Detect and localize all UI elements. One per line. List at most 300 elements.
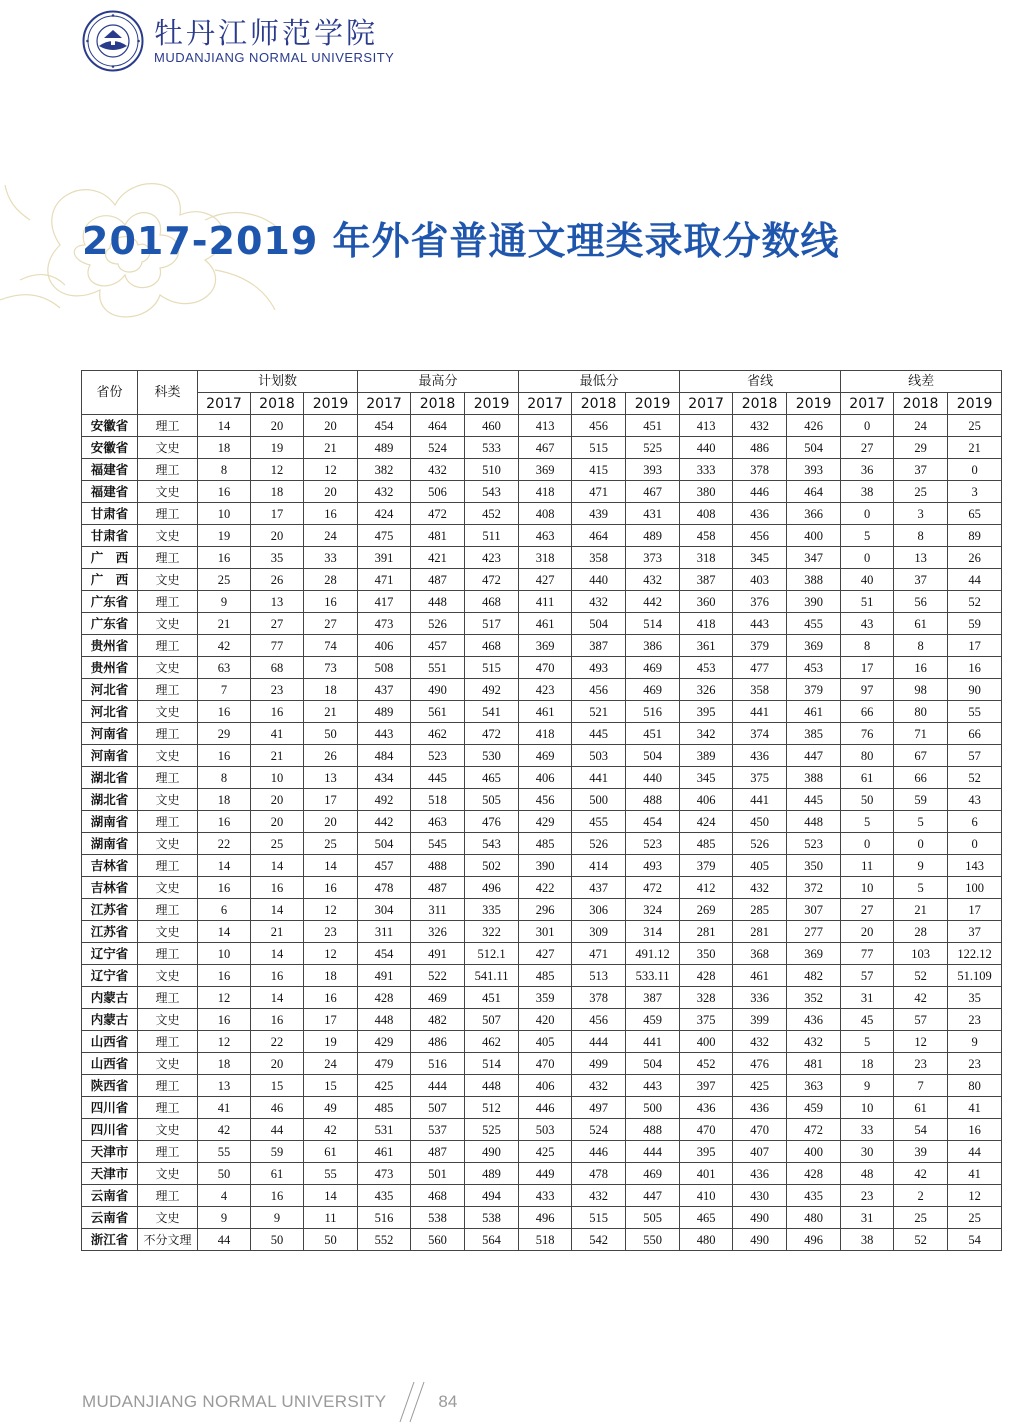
- score-cell: 451: [465, 987, 519, 1009]
- score-cell: 485: [519, 833, 572, 855]
- school-name-en: MUDANJIANG NORMAL UNIVERSITY: [154, 50, 395, 65]
- score-cell: 57: [841, 965, 894, 987]
- score-cell: 41: [948, 1163, 1002, 1185]
- province-cell: 江苏省: [82, 899, 138, 921]
- score-cell: 335: [465, 899, 519, 921]
- score-cell: 29: [198, 723, 251, 745]
- score-cell: 515: [572, 437, 626, 459]
- score-cell: 496: [519, 1207, 572, 1229]
- score-cell: 538: [465, 1207, 519, 1229]
- score-cell: 352: [787, 987, 841, 1009]
- score-cell: 44: [948, 569, 1002, 591]
- table-row: [82, 723, 1002, 745]
- score-cell: 43: [841, 613, 894, 635]
- province-cell: 广东省: [82, 613, 138, 635]
- page-title: 2017-2019 年外省普通文理类录取分数线: [82, 219, 840, 263]
- score-cell: 472: [626, 877, 680, 899]
- score-cell: 508: [358, 657, 411, 679]
- score-cell: 8: [894, 525, 948, 547]
- score-cell: 28: [894, 921, 948, 943]
- subject-cell: 文史: [138, 481, 198, 503]
- score-cell: 469: [626, 679, 680, 701]
- header-group: 最高分: [358, 371, 519, 393]
- score-cell: 432: [358, 481, 411, 503]
- score-cell: 403: [733, 569, 787, 591]
- score-cell: 57: [948, 745, 1002, 767]
- score-cell: 445: [411, 767, 465, 789]
- score-cell: 14: [198, 415, 251, 437]
- province-cell: 河北省: [82, 701, 138, 723]
- score-cell: 393: [626, 459, 680, 481]
- header-year: 2019: [787, 393, 841, 415]
- table-row: [82, 745, 1002, 767]
- score-cell: 465: [465, 767, 519, 789]
- score-cell: 9: [894, 855, 948, 877]
- subject-cell: 理工: [138, 811, 198, 833]
- score-cell: 322: [465, 921, 519, 943]
- score-cell: 366: [787, 503, 841, 525]
- score-cell: 500: [572, 789, 626, 811]
- score-cell: 456: [572, 1009, 626, 1031]
- score-cell: 54: [948, 1229, 1002, 1251]
- score-cell: 8: [198, 459, 251, 481]
- score-cell: 0: [948, 459, 1002, 481]
- score-cell: 470: [519, 1053, 572, 1075]
- score-cell: 434: [358, 767, 411, 789]
- score-cell: 379: [787, 679, 841, 701]
- score-cell: 347: [787, 547, 841, 569]
- score-cell: 8: [841, 635, 894, 657]
- score-cell: 342: [680, 723, 733, 745]
- score-cell: 42: [894, 987, 948, 1009]
- score-cell: 301: [519, 921, 572, 943]
- score-cell: 63: [198, 657, 251, 679]
- score-cell: 98: [894, 679, 948, 701]
- score-cell: 269: [680, 899, 733, 921]
- score-cell: 16: [198, 745, 251, 767]
- score-cell: 526: [411, 613, 465, 635]
- score-cell: 458: [680, 525, 733, 547]
- page-number: 84: [438, 1392, 458, 1411]
- subject-cell: 理工: [138, 1141, 198, 1163]
- score-cell: 21: [304, 701, 358, 723]
- table-row: [82, 811, 1002, 833]
- header-year: 2018: [411, 393, 465, 415]
- subject-cell: 文史: [138, 877, 198, 899]
- score-cell: 436: [733, 745, 787, 767]
- table-row: [82, 459, 1002, 481]
- score-cell: 478: [358, 877, 411, 899]
- table-row: [82, 943, 1002, 965]
- header-year: 2018: [894, 393, 948, 415]
- score-cell: 379: [680, 855, 733, 877]
- score-cell: 436: [733, 1163, 787, 1185]
- score-cell: 541: [465, 701, 519, 723]
- score-cell: 452: [680, 1053, 733, 1075]
- score-cell: 378: [733, 459, 787, 481]
- score-cell: 412: [680, 877, 733, 899]
- province-cell: 河南省: [82, 723, 138, 745]
- header-group: 最低分: [519, 371, 680, 393]
- score-cell: 460: [465, 415, 519, 437]
- score-cell: 12: [198, 1031, 251, 1053]
- score-cell: 443: [733, 613, 787, 635]
- header-group: 省线: [680, 371, 841, 393]
- score-cell: 345: [733, 547, 787, 569]
- score-cell: 454: [358, 415, 411, 437]
- header-year: 2019: [626, 393, 680, 415]
- score-cell: 23: [304, 921, 358, 943]
- province-cell: 辽宁省: [82, 965, 138, 987]
- score-cell: 358: [733, 679, 787, 701]
- province-cell: 天津市: [82, 1163, 138, 1185]
- score-cell: 533: [465, 437, 519, 459]
- score-cell: 511: [465, 525, 519, 547]
- score-cell: 525: [465, 1119, 519, 1141]
- score-cell: 14: [251, 899, 304, 921]
- score-cell: 56: [894, 591, 948, 613]
- score-cell: 436: [733, 503, 787, 525]
- score-cell: 52: [948, 591, 1002, 613]
- score-cell: 38: [841, 481, 894, 503]
- score-cell: 66: [841, 701, 894, 723]
- score-cell: 5: [894, 877, 948, 899]
- header-row-years: [82, 393, 1002, 415]
- score-cell: 427: [519, 569, 572, 591]
- score-cell: 314: [626, 921, 680, 943]
- province-cell: 陕西省: [82, 1075, 138, 1097]
- score-cell: 411: [519, 591, 572, 613]
- score-cell: 97: [841, 679, 894, 701]
- score-cell: 55: [198, 1141, 251, 1163]
- score-cell: 350: [787, 855, 841, 877]
- subject-cell: 理工: [138, 635, 198, 657]
- score-cell: 66: [948, 723, 1002, 745]
- score-cell: 20: [251, 525, 304, 547]
- score-cell: 21: [894, 899, 948, 921]
- score-cell: 456: [572, 415, 626, 437]
- score-cell: 424: [358, 503, 411, 525]
- score-cell: 393: [787, 459, 841, 481]
- header-year: 2018: [733, 393, 787, 415]
- score-cell: 444: [572, 1031, 626, 1053]
- score-cell: 50: [198, 1163, 251, 1185]
- subject-cell: 理工: [138, 1185, 198, 1207]
- score-cell: 492: [465, 679, 519, 701]
- score-cell: 385: [787, 723, 841, 745]
- score-cell: 27: [251, 613, 304, 635]
- score-cell: 451: [626, 415, 680, 437]
- header-year: 2017: [519, 393, 572, 415]
- score-cell: 561: [411, 701, 465, 723]
- score-cell: 71: [894, 723, 948, 745]
- score-cell: 30: [841, 1141, 894, 1163]
- score-cell: 441: [733, 701, 787, 723]
- score-cell: 459: [787, 1097, 841, 1119]
- score-cell: 369: [787, 943, 841, 965]
- score-cell: 12: [304, 943, 358, 965]
- score-cell: 496: [787, 1229, 841, 1251]
- score-cell: 52: [894, 965, 948, 987]
- score-cell: 311: [411, 899, 465, 921]
- score-cell: 27: [841, 899, 894, 921]
- score-cell: 441: [626, 1031, 680, 1053]
- subject-cell: 文史: [138, 965, 198, 987]
- score-cell: 16: [948, 657, 1002, 679]
- score-cell: 44: [948, 1141, 1002, 1163]
- table-row: [82, 1075, 1002, 1097]
- score-cell: 61: [251, 1163, 304, 1185]
- score-cell: 24: [894, 415, 948, 437]
- score-cell: 450: [733, 811, 787, 833]
- score-cell: 524: [411, 437, 465, 459]
- province-cell: 四川省: [82, 1119, 138, 1141]
- table-row: [82, 679, 1002, 701]
- table-row: [82, 833, 1002, 855]
- score-cell: 73: [304, 657, 358, 679]
- score-cell: 29: [894, 437, 948, 459]
- score-cell: 425: [733, 1075, 787, 1097]
- score-cell: 477: [733, 657, 787, 679]
- score-cell: 389: [680, 745, 733, 767]
- score-cell: 418: [680, 613, 733, 635]
- score-cell: 515: [465, 657, 519, 679]
- score-cell: 445: [787, 789, 841, 811]
- header-subject: 科类: [138, 371, 198, 415]
- score-cell: 9: [198, 1207, 251, 1229]
- province-cell: 广 西: [82, 569, 138, 591]
- score-cell: 20: [251, 1053, 304, 1075]
- score-cell: 497: [572, 1097, 626, 1119]
- subject-cell: 理工: [138, 415, 198, 437]
- score-cell: 65: [948, 503, 1002, 525]
- score-cell: 360: [680, 591, 733, 613]
- score-cell: 23: [948, 1053, 1002, 1075]
- table-row: [82, 437, 1002, 459]
- footer-university: MUDANJIANG NORMAL UNIVERSITY: [82, 1392, 387, 1411]
- score-cell: 531: [358, 1119, 411, 1141]
- score-cell: 418: [519, 723, 572, 745]
- score-cell: 427: [519, 943, 572, 965]
- score-cell: 436: [733, 1097, 787, 1119]
- score-cell: 20: [841, 921, 894, 943]
- score-cell: 493: [572, 657, 626, 679]
- score-cell: 501: [411, 1163, 465, 1185]
- score-cell: 388: [787, 569, 841, 591]
- score-cell: 469: [411, 987, 465, 1009]
- score-cell: 429: [358, 1031, 411, 1053]
- school-name-cn: 牡丹江师范学院: [154, 16, 379, 50]
- score-cell: 482: [411, 1009, 465, 1031]
- table-row: [82, 1097, 1002, 1119]
- score-cell: 10: [198, 943, 251, 965]
- score-cell: 46: [251, 1097, 304, 1119]
- score-cell: 44: [251, 1119, 304, 1141]
- score-cell: 57: [894, 1009, 948, 1031]
- score-cell: 307: [787, 899, 841, 921]
- subject-cell: 文史: [138, 789, 198, 811]
- score-cell: 21: [304, 437, 358, 459]
- score-cell: 456: [733, 525, 787, 547]
- score-cell: 386: [626, 635, 680, 657]
- score-cell: 17: [304, 1009, 358, 1031]
- table-row: [82, 1141, 1002, 1163]
- score-cell: 516: [626, 701, 680, 723]
- score-cell: 16: [198, 547, 251, 569]
- score-cell: 374: [733, 723, 787, 745]
- score-cell: 3: [894, 503, 948, 525]
- score-cell: 35: [251, 547, 304, 569]
- score-cell: 6: [198, 899, 251, 921]
- score-cell: 20: [304, 415, 358, 437]
- score-cell: 16: [198, 701, 251, 723]
- score-cell: 50: [841, 789, 894, 811]
- score-cell: 390: [787, 591, 841, 613]
- score-cell: 336: [733, 987, 787, 1009]
- score-cell: 418: [519, 481, 572, 503]
- score-cell: 447: [787, 745, 841, 767]
- score-cell: 410: [680, 1185, 733, 1207]
- table-row: [82, 503, 1002, 525]
- subject-cell: 文史: [138, 921, 198, 943]
- province-cell: 福建省: [82, 459, 138, 481]
- province-cell: 湖南省: [82, 833, 138, 855]
- score-cell: 437: [358, 679, 411, 701]
- subject-cell: 文史: [138, 1163, 198, 1185]
- score-cell: 27: [304, 613, 358, 635]
- score-cell: 26: [304, 745, 358, 767]
- score-cell: 0: [841, 415, 894, 437]
- score-cell: 487: [411, 569, 465, 591]
- score-cell: 452: [465, 503, 519, 525]
- score-cell: 37: [894, 459, 948, 481]
- subject-cell: 理工: [138, 679, 198, 701]
- score-cell: 405: [733, 855, 787, 877]
- score-cell: 443: [358, 723, 411, 745]
- score-cell: 542: [572, 1229, 626, 1251]
- score-cell: 42: [304, 1119, 358, 1141]
- subject-cell: 文史: [138, 833, 198, 855]
- score-cell: 122.12: [948, 943, 1002, 965]
- province-cell: 福建省: [82, 481, 138, 503]
- score-cell: 406: [519, 1075, 572, 1097]
- table-row: [82, 635, 1002, 657]
- score-cell: 510: [465, 459, 519, 481]
- score-cell: 481: [787, 1053, 841, 1075]
- score-cell: 0: [841, 503, 894, 525]
- score-cell: 369: [787, 635, 841, 657]
- score-cell: 285: [733, 899, 787, 921]
- score-cell: 448: [358, 1009, 411, 1031]
- score-cell: 80: [894, 701, 948, 723]
- score-cell: 59: [251, 1141, 304, 1163]
- score-cell: 9: [251, 1207, 304, 1229]
- subject-cell: 文史: [138, 569, 198, 591]
- score-cell: 430: [733, 1185, 787, 1207]
- score-cell: 407: [733, 1141, 787, 1163]
- table-row: [82, 877, 1002, 899]
- score-cell: 387: [680, 569, 733, 591]
- score-cell: 90: [948, 679, 1002, 701]
- score-cell: 523: [787, 833, 841, 855]
- score-cell: 16: [251, 701, 304, 723]
- score-cell: 461: [733, 965, 787, 987]
- score-cell: 380: [680, 481, 733, 503]
- score-cell: 459: [626, 1009, 680, 1031]
- table-row: [82, 569, 1002, 591]
- score-cell: 435: [787, 1185, 841, 1207]
- score-cell: 480: [787, 1207, 841, 1229]
- score-cell: 23: [894, 1053, 948, 1075]
- score-cell: 514: [465, 1053, 519, 1075]
- score-cell: 516: [411, 1053, 465, 1075]
- admission-scores-table: [81, 370, 1002, 1251]
- score-cell: 9: [948, 1031, 1002, 1053]
- province-cell: 广 西: [82, 547, 138, 569]
- score-cell: 12: [894, 1031, 948, 1053]
- score-cell: 326: [680, 679, 733, 701]
- score-cell: 432: [572, 1075, 626, 1097]
- score-cell: 489: [626, 525, 680, 547]
- score-cell: 2: [894, 1185, 948, 1207]
- score-cell: 23: [948, 1009, 1002, 1031]
- score-cell: 38: [841, 1229, 894, 1251]
- score-cell: 19: [304, 1031, 358, 1053]
- score-cell: 296: [519, 899, 572, 921]
- score-cell: 440: [572, 569, 626, 591]
- header-year: 2017: [358, 393, 411, 415]
- score-cell: 543: [465, 833, 519, 855]
- score-cell: 9: [841, 1075, 894, 1097]
- score-cell: 7: [198, 679, 251, 701]
- score-cell: 36: [841, 459, 894, 481]
- table-row: [82, 657, 1002, 679]
- score-cell: 496: [465, 877, 519, 899]
- score-cell: 23: [841, 1185, 894, 1207]
- score-cell: 52: [894, 1229, 948, 1251]
- subject-cell: 文史: [138, 1009, 198, 1031]
- score-cell: 468: [465, 591, 519, 613]
- brand-block: [154, 16, 394, 66]
- subject-cell: 文史: [138, 657, 198, 679]
- score-cell: 489: [465, 1163, 519, 1185]
- subject-cell: 理工: [138, 1097, 198, 1119]
- header-year: 2018: [572, 393, 626, 415]
- score-cell: 7: [894, 1075, 948, 1097]
- header-year: 2019: [304, 393, 358, 415]
- score-cell: 350: [680, 943, 733, 965]
- score-cell: 420: [519, 1009, 572, 1031]
- score-cell: 0: [841, 547, 894, 569]
- score-cell: 20: [251, 415, 304, 437]
- score-cell: 431: [626, 503, 680, 525]
- score-cell: 432: [733, 877, 787, 899]
- subject-cell: 理工: [138, 591, 198, 613]
- score-cell: 423: [465, 547, 519, 569]
- score-cell: 41: [251, 723, 304, 745]
- subject-cell: 理工: [138, 899, 198, 921]
- score-cell: 33: [841, 1119, 894, 1141]
- score-cell: 522: [411, 965, 465, 987]
- score-cell: 491: [358, 965, 411, 987]
- score-cell: 503: [572, 745, 626, 767]
- score-cell: 470: [680, 1119, 733, 1141]
- score-cell: 5: [894, 811, 948, 833]
- score-cell: 454: [626, 811, 680, 833]
- province-cell: 内蒙古: [82, 1009, 138, 1031]
- subject-cell: 文史: [138, 613, 198, 635]
- page-footer: [82, 1386, 457, 1418]
